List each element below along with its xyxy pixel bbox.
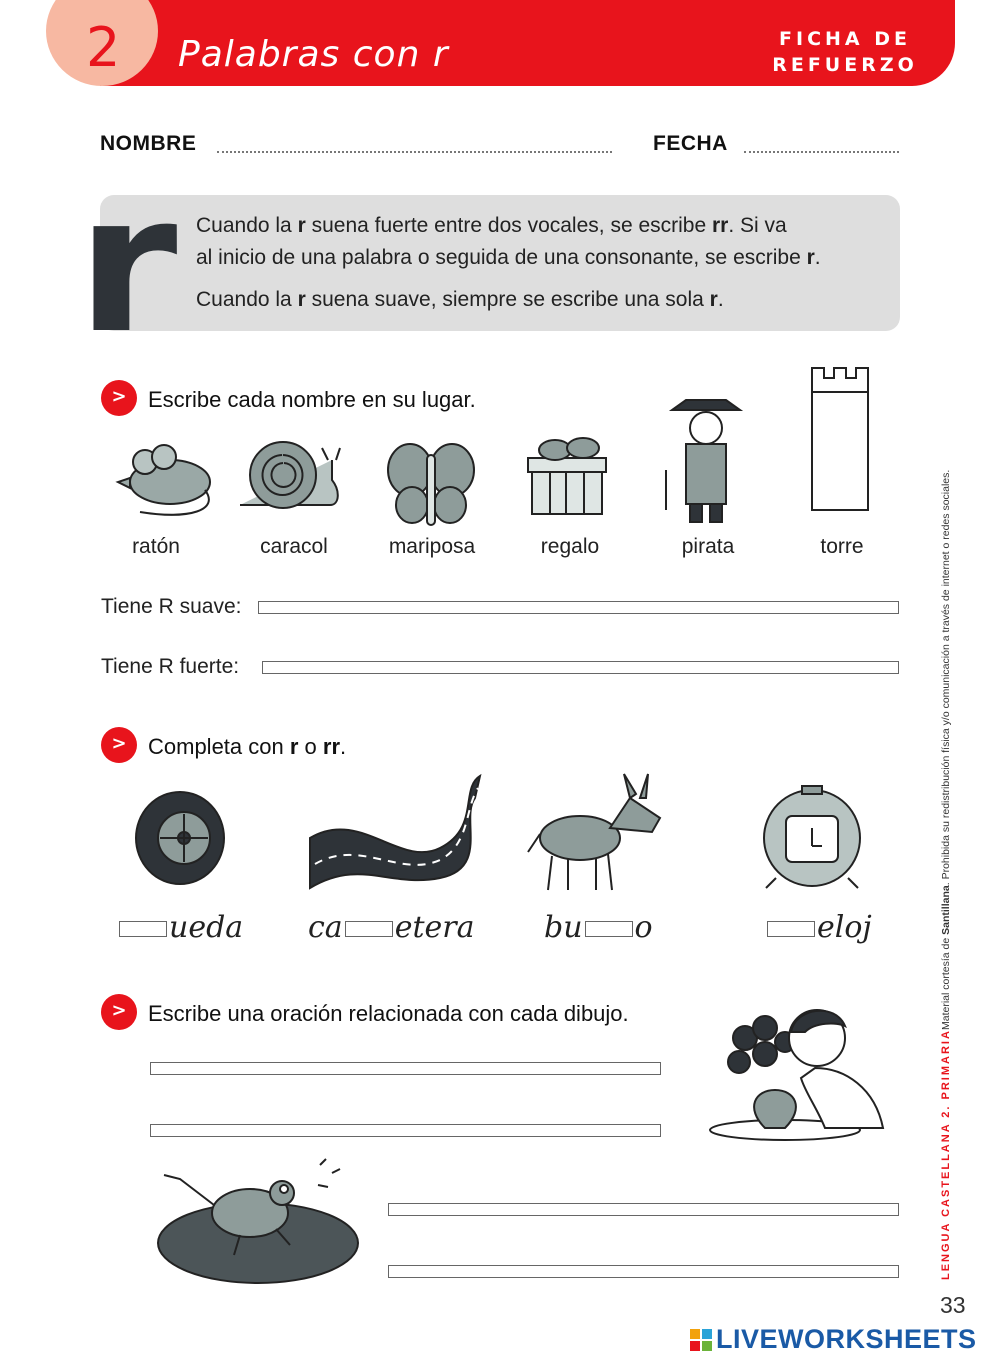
worksheet-type-line1: FICHA DE bbox=[779, 28, 911, 50]
name-label: NOMBRE bbox=[100, 132, 197, 155]
mouse-icon bbox=[118, 445, 210, 515]
sentence-input-4[interactable] bbox=[388, 1265, 899, 1278]
word-caracol: caracol bbox=[260, 535, 328, 558]
sentence-input-3[interactable] bbox=[388, 1203, 899, 1216]
alarm-clock-icon bbox=[764, 786, 860, 888]
strong-r-label: Tiene R fuerte: bbox=[101, 655, 240, 678]
worksheet-type-line2: REFUERZO bbox=[772, 54, 918, 76]
smelling-flowers-illustration bbox=[705, 998, 890, 1143]
word-mariposa: mariposa bbox=[388, 535, 476, 558]
tower-icon bbox=[812, 368, 868, 510]
gap-input-4[interactable] bbox=[767, 921, 815, 937]
donkey-icon bbox=[528, 774, 660, 890]
gift-icon bbox=[528, 438, 606, 514]
section3-arrow-icon: > bbox=[101, 994, 137, 1030]
gap-input-3[interactable] bbox=[585, 921, 633, 937]
unit-number: 2 bbox=[86, 16, 121, 79]
liveworksheets-logo-icon bbox=[690, 1329, 712, 1351]
gap-input-2[interactable] bbox=[345, 921, 393, 937]
name-field[interactable] bbox=[217, 151, 612, 153]
section2-arrow-icon: > bbox=[101, 727, 137, 763]
rule-line-2: al inicio de una palabra o seguida de una consonante, se escribe r. bbox=[196, 246, 821, 269]
series-label: LENGUA CASTELLANA 2. PRIMARIA bbox=[940, 1029, 952, 1280]
worksheet-type bbox=[770, 26, 920, 78]
rule-line-3: Cuando la r suena suave, siempre se escribe una sola r. bbox=[196, 288, 724, 311]
gap-input-1[interactable] bbox=[119, 921, 167, 937]
section1-arrow-icon: > bbox=[101, 380, 137, 416]
section2-illustrations bbox=[100, 768, 900, 898]
date-label: FECHA bbox=[653, 132, 728, 155]
sentence-input-2[interactable] bbox=[150, 1124, 661, 1137]
legal-notice: Material cortesía de Santillana. Prohibida su redistribución física y/o comunicación a través de internet o redes sociales. bbox=[940, 469, 952, 1030]
section2-instruction: Completa con r o rr. bbox=[148, 734, 347, 759]
soft-r-input[interactable] bbox=[258, 601, 899, 614]
flowers-icon bbox=[728, 1016, 795, 1073]
section1-instruction: Escribe cada nombre en su lugar. bbox=[148, 387, 476, 412]
big-r-letter: r bbox=[76, 154, 178, 375]
word-regalo: regalo bbox=[540, 535, 600, 558]
fill-word-rueda: ueda bbox=[117, 910, 243, 945]
word-torre: torre bbox=[820, 535, 864, 558]
pirate-icon bbox=[666, 400, 740, 522]
sentence-input-1[interactable] bbox=[150, 1062, 661, 1075]
strong-r-input[interactable] bbox=[262, 661, 899, 674]
section1-illustrations bbox=[100, 360, 900, 540]
soft-r-label: Tiene R suave: bbox=[101, 595, 242, 618]
word-raton: ratón bbox=[132, 535, 180, 558]
wheel-icon bbox=[136, 792, 224, 884]
rule-text bbox=[196, 210, 896, 316]
section3-instruction: Escribe una oración relacionada con cada dibujo. bbox=[148, 1001, 629, 1026]
liveworksheets-brand[interactable]: LIVEWORKSHEETS bbox=[690, 1324, 977, 1355]
fill-word-reloj: eloj bbox=[765, 910, 872, 945]
fill-word-burro: bu o bbox=[544, 910, 653, 945]
page-number: 33 bbox=[940, 1292, 966, 1318]
road-icon bbox=[310, 776, 480, 888]
fill-word-carretera: ca etera bbox=[308, 910, 475, 945]
rule-line-1: Cuando la r suena fuerte entre dos vocales, se escribe rr. Si va bbox=[196, 214, 787, 237]
butterfly-icon bbox=[388, 444, 474, 525]
date-field[interactable] bbox=[744, 151, 899, 153]
word-pirata: pirata bbox=[681, 535, 735, 558]
child-icon bbox=[789, 1010, 883, 1128]
page-title: Palabras con r bbox=[178, 34, 449, 75]
frog-illustration bbox=[150, 1155, 365, 1300]
snail-icon bbox=[240, 442, 340, 508]
